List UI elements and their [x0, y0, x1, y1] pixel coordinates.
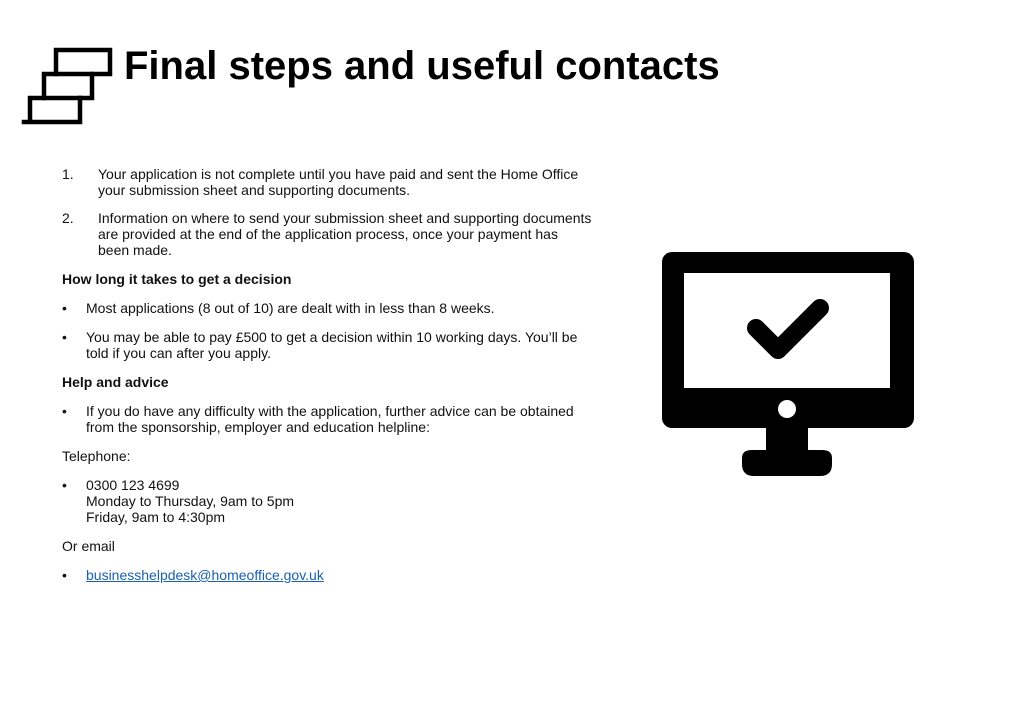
bullet-marker: • — [62, 567, 67, 583]
telephone-number: 0300 123 4699 — [86, 477, 180, 493]
step-item-2 — [62, 210, 592, 258]
monitor-checkmark-icon — [660, 250, 916, 480]
bullet-marker: • — [62, 329, 67, 345]
email-link[interactable]: businesshelpdesk@homeoffice.gov.uk — [86, 567, 324, 583]
step-number: 2. — [62, 210, 74, 226]
stairs-icon — [20, 46, 116, 126]
bullet-marker: • — [62, 403, 67, 419]
main-content — [62, 166, 592, 596]
bullet-text: If you do have any difficulty with the application, further advice can be obtained from the sponsorship, employer and education helpline: — [86, 403, 574, 435]
telephone-bullet — [62, 477, 592, 525]
step-number: 1. — [62, 166, 74, 182]
bullet-text: You may be able to pay £500 to get a decision within 10 working days. You’ll be told if you can after you apply. — [86, 329, 578, 361]
bullet-marker: • — [62, 477, 67, 493]
step-text: Information on where to send your submission sheet and supporting documents are provided at the end of the application process, once your payment has been made. — [98, 210, 592, 258]
step-text: Your application is not complete until you have paid and sent the Home Office your submission sheet and supporting documents. — [98, 166, 579, 198]
telephone-hours-friday: Friday, 9am to 4:30pm — [86, 509, 226, 525]
decision-bullet-2 — [62, 329, 592, 361]
telephone-label: Telephone: — [62, 448, 131, 464]
email-bullet — [62, 567, 592, 583]
help-heading: Help and advice — [62, 374, 169, 390]
page-title: Final steps and useful contacts — [124, 44, 720, 88]
bullet-marker: • — [62, 300, 67, 316]
telephone-hours-weekday: Monday to Thursday, 9am to 5pm — [86, 493, 295, 509]
decision-bullet-1 — [62, 300, 592, 316]
decision-heading: How long it takes to get a decision — [62, 271, 292, 287]
email-label: Or email — [62, 538, 115, 554]
bullet-text: Most applications (8 out of 10) are dealt with in less than 8 weeks. — [86, 300, 495, 316]
step-item-1 — [62, 166, 592, 198]
help-bullet — [62, 403, 592, 435]
